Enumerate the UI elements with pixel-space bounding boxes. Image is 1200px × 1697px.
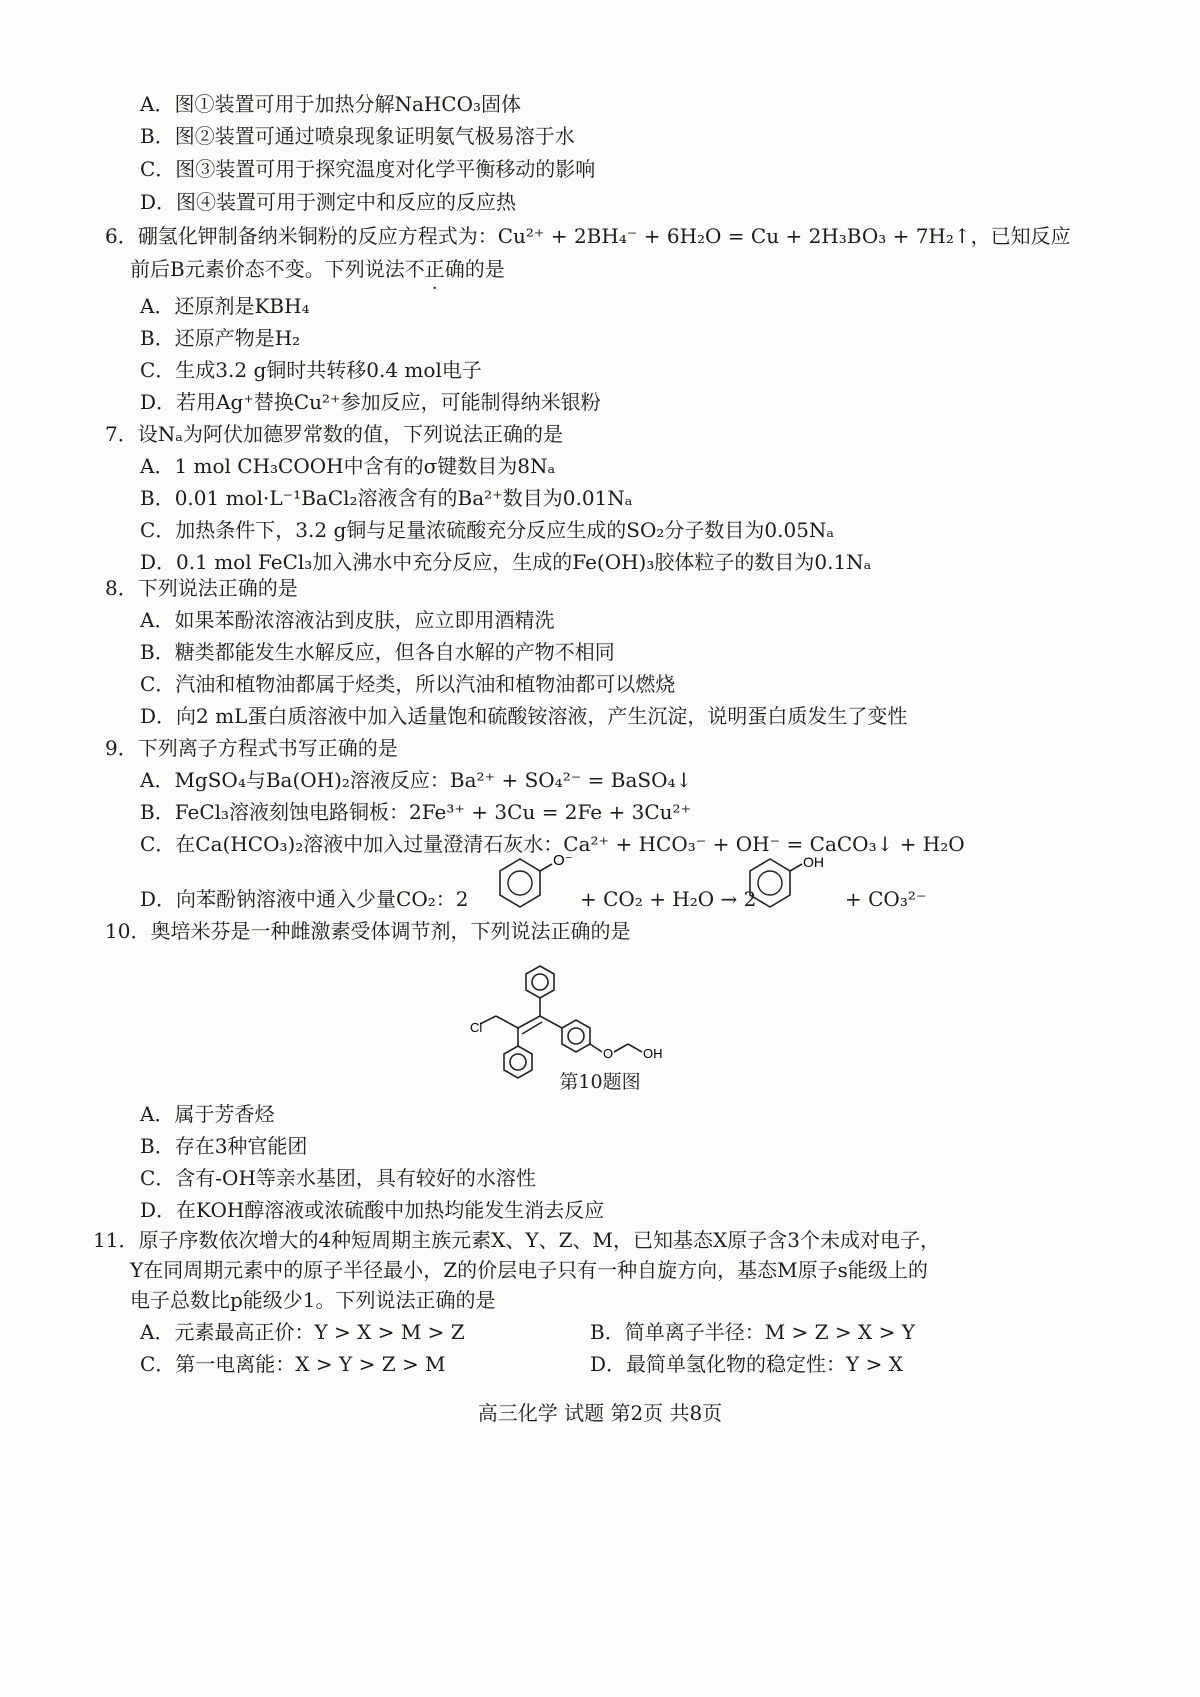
q8-option-d: D．向2 mL蛋白质溶液中加入适量饱和硫酸铵溶液，产生沉淀，说明蛋白质发生了变性 bbox=[140, 704, 908, 728]
mol-oh-label: OH bbox=[643, 1046, 663, 1061]
q9-stem: 9．下列离子方程式书写正确的是 bbox=[105, 736, 398, 760]
q9-option-b: B．FeCl₃溶液刻蚀电路铜板：2Fe³⁺ + 3Cu = 2Fe + 3Cu²⁺ bbox=[140, 800, 692, 824]
q7-option-c: C．加热条件下，3.2 g铜与足量浓硫酸充分反应生成的SO₂分子数目为0.05Nₐ bbox=[140, 518, 835, 542]
q11-option-a: A．元素最高正价：Y > X > M > Z bbox=[140, 1320, 465, 1344]
phenol-structure bbox=[740, 845, 830, 925]
q6-option-a: A．还原剂是KBH₄ bbox=[140, 294, 310, 318]
q6-option-c: C．生成3.2 g铜时共转移0.4 mol电子 bbox=[140, 358, 482, 382]
phenol-oh-label: OH bbox=[803, 854, 824, 870]
q5-option-a: A．图①装置可用于加热分解NaHCO₃固体 bbox=[140, 92, 522, 116]
q6-stem-line1: 6．硼氢化钾制备纳米铜粉的反应方程式为：Cu²⁺ + 2BH₄⁻ + 6H₂O = Cu + 2H₃BO₃ + 7H₂↑，已知反应 bbox=[105, 224, 1071, 248]
q10-option-a: A．属于芳香烃 bbox=[140, 1102, 275, 1126]
q10-option-d: D．在KOH醇溶液或浓硫酸中加热均能发生消去反应 bbox=[140, 1198, 605, 1222]
q5-option-d: D．图④装置可用于测定中和反应的反应热 bbox=[140, 190, 517, 214]
q6-emphasis: 不正确 bbox=[404, 257, 465, 281]
q10-option-b: B．存在3种官能团 bbox=[140, 1134, 308, 1158]
mol-o-label: O bbox=[603, 1046, 614, 1061]
q11-stem-line3: 电子总数比p能级少1。下列说法正确的是 bbox=[130, 1288, 496, 1312]
q11-stem-line1: 11．原子序数依次增大的4种短周期主族元素X、Y、Z、M，已知基态X原子含3个未成对电子， bbox=[93, 1228, 940, 1252]
q10-stem: 10．奥培米芬是一种雌激素受体调节剂，下列说法正确的是 bbox=[105, 919, 631, 943]
q6-stem-end: 的是 bbox=[464, 257, 505, 281]
phenoxide-o-label: O⁻ bbox=[553, 852, 573, 869]
q9-option-d: D．向苯酚钠溶液中通入少量CO₂：2 bbox=[140, 887, 469, 911]
page-footer: 高三化学 试题 第2页 共8页 bbox=[477, 1401, 723, 1425]
q9-option-a: A．MgSO₄与Ba(OH)₂溶液反应：Ba²⁺ + SO₄²⁻ = BaSO₄↓ bbox=[140, 768, 693, 792]
q5-option-b: B．图②装置可通过喷泉现象证明氨气极易溶于水 bbox=[140, 124, 575, 148]
q11-option-c: C．第一电离能：X > Y > Z > M bbox=[140, 1352, 446, 1376]
mol-cl-label: Cl bbox=[470, 1020, 483, 1035]
q8-option-b: B．糖类都能发生水解反应，但各自水解的产物不相同 bbox=[140, 640, 615, 664]
q11-stem-line2: Y在同周期元素中的原子半径最小，Z的价层电子只有一种自旋方向，基态M原子s能级上的 bbox=[130, 1258, 928, 1282]
q7-option-b: B．0.01 mol·L⁻¹BaCl₂溶液含有的Ba²⁺数目为0.01Nₐ bbox=[140, 486, 633, 510]
q9-option-c: C．在Ca(HCO₃)₂溶液中加入过量澄清石灰水：Ca²⁺ + HCO₃⁻ + OH⁻ = CaCO₃↓ + H₂O bbox=[140, 832, 965, 856]
phenoxide-structure bbox=[490, 845, 580, 925]
q7-option-a: A．1 mol CH₃COOH中含有的σ键数目为8Nₐ bbox=[140, 454, 556, 478]
q6-option-d: D．若用Ag⁺替换Cu²⁺参加反应，可能制得纳米银粉 bbox=[140, 390, 601, 414]
q8-option-a: A．如果苯酚浓溶液沾到皮肤，应立即用酒精洗 bbox=[140, 608, 555, 632]
q6-stem-line2 bbox=[130, 255, 505, 283]
q11-option-b: B．简单离子半径：M > Z > X > Y bbox=[590, 1320, 915, 1344]
q8-option-c: C．汽油和植物油都属于烃类，所以汽油和植物油都可以燃烧 bbox=[140, 672, 676, 696]
ospemifene-structure bbox=[470, 948, 690, 1153]
q10-figure-caption: 第10题图 bbox=[559, 1071, 641, 1093]
q6-option-b: B．还原产物是H₂ bbox=[140, 326, 301, 350]
q6-stem-text: 前后B元素价态不变。下列说法 bbox=[130, 257, 405, 281]
q8-stem: 8．下列说法正确的是 bbox=[105, 576, 298, 600]
q11-option-d: D．最简单氢化物的稳定性：Y > X bbox=[590, 1352, 903, 1376]
q7-stem: 7．设Nₐ为阿伏加德罗常数的值，下列说法正确的是 bbox=[105, 422, 563, 446]
q10-option-c: C．含有-OH等亲水基团，具有较好的水溶性 bbox=[140, 1166, 536, 1190]
q9-option-d-middle: + CO₂ + H₂O → 2 bbox=[580, 887, 757, 911]
q7-option-d: D．0.1 mol FeCl₃加入沸水中充分反应，生成的Fe(OH)₃胶体粒子的数目为0.1Nₐ bbox=[140, 550, 872, 574]
q5-option-c: C．图③装置可用于探究温度对化学平衡移动的影响 bbox=[140, 157, 596, 181]
q9-option-d-end: + CO₃²⁻ bbox=[845, 887, 927, 911]
